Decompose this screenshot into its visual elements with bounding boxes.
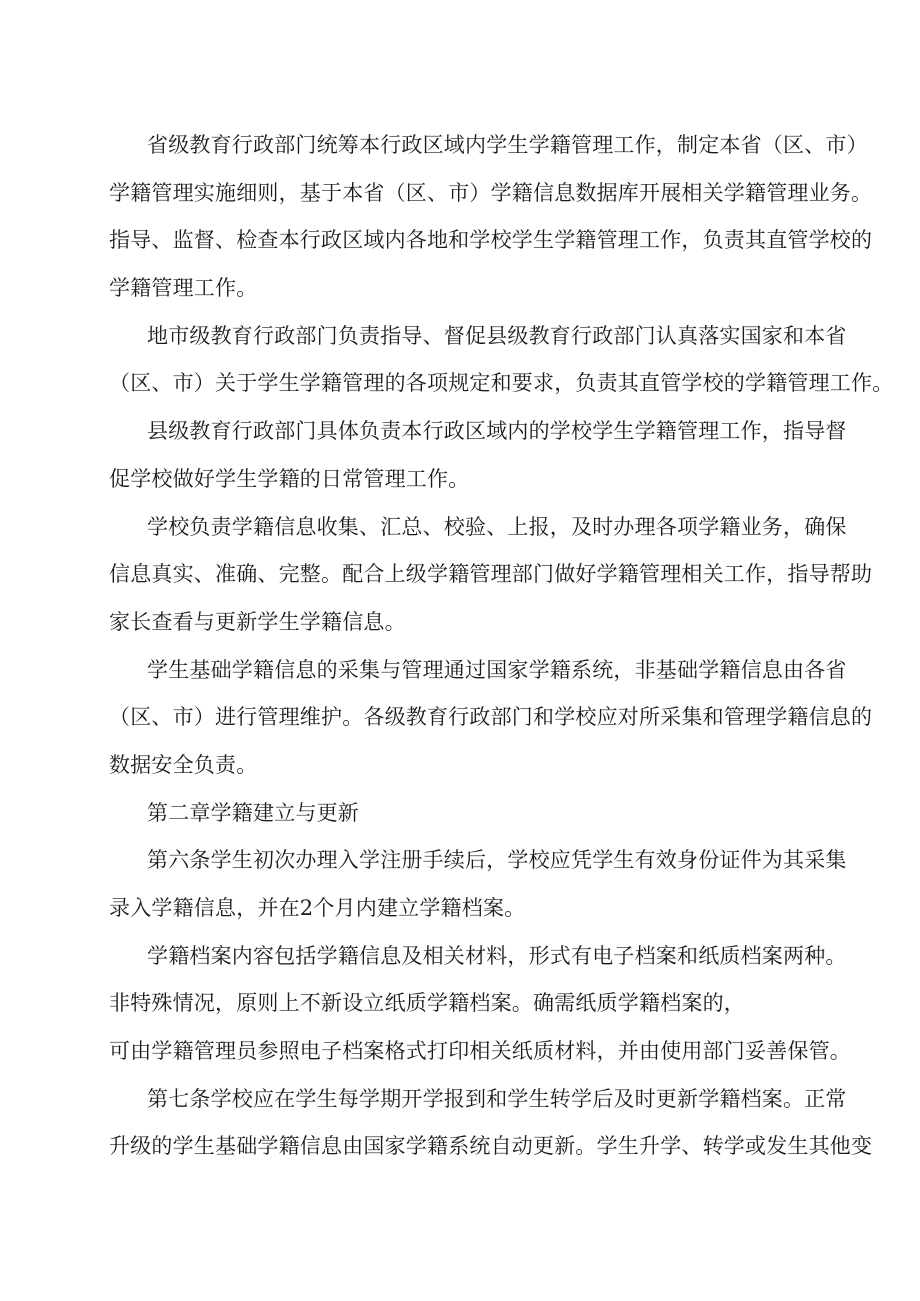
text-line: 地市级教育行政部门负责指导、督促县级教育行政部门认真落实国家和本省 — [147, 323, 847, 348]
text-line: 学籍管理工作。 — [109, 276, 258, 301]
text-line: 第七条学校应在学生每学期开学报到和学生转学后及时更新学籍档案。正常 — [147, 1086, 847, 1111]
text-line: 非特殊情况，原则上不新设立纸质学籍档案。确需纸质学籍档案的， — [109, 991, 745, 1016]
chapter-heading: 第二章学籍建立与更新 — [147, 800, 359, 825]
text-line: 第六条学生初次办理入学注册手续后，学校应凭学生有效身份证件为其采集 — [147, 848, 847, 873]
text-line: （区、市）进行管理维护。各级教育行政部门和学校应对所采集和管理学籍信息的 — [109, 705, 873, 730]
text-line: 省级教育行政部门统筹本行政区域内学生学籍管理工作，制定本省（区、市） — [147, 133, 868, 157]
text-line: 数据安全负责。 — [109, 752, 258, 777]
text-line: 学籍管理实施细则，基于本省（区、市）学籍信息数据库开展相关学籍管理业务。 — [109, 180, 873, 205]
text-line: 学生基础学籍信息的采集与管理通过国家学籍系统，非基础学籍信息由各省 — [147, 657, 847, 682]
text-line: 可由学籍管理员参照电子档案格式打印相关纸质材料，并由使用部门妥善保管。 — [109, 1039, 851, 1064]
text-line: 促学校做好学生学籍的日常管理工作。 — [109, 466, 470, 491]
document-body — [109, 127, 894, 1176]
text-line: 家长查看与更新学生学籍信息。 — [109, 609, 406, 634]
text-line: 信息真实、准确、完整。配合上级学籍管理部门做好学籍管理相关工作，指导帮助 — [109, 562, 873, 587]
text-line: 学校负责学籍信息收集、汇总、校验、上报，及时办理各项学籍业务，确保 — [147, 514, 847, 539]
text-line: 升级的学生基础学籍信息由国家学籍系统自动更新。学生升学、转学或发生其他变 — [109, 1134, 873, 1159]
text-line: 县级教育行政部门具体负责本行政区域内的学校学生学籍管理工作，指导督 — [147, 419, 847, 444]
text-line: （区、市）关于学生学籍管理的各项规定和要求，负责其直管学校的学籍管理工作。 — [109, 371, 894, 396]
text-line: 学籍档案内容包括学籍信息及相关材料，形式有电子档案和纸质档案两种。 — [147, 943, 847, 968]
text-line: 指导、监督、检查本行政区域内各地和学校学生学籍管理工作，负责其直管学校的 — [109, 228, 873, 253]
text-line: 录入学籍信息，并在2个月内建立学籍档案。 — [109, 896, 526, 920]
